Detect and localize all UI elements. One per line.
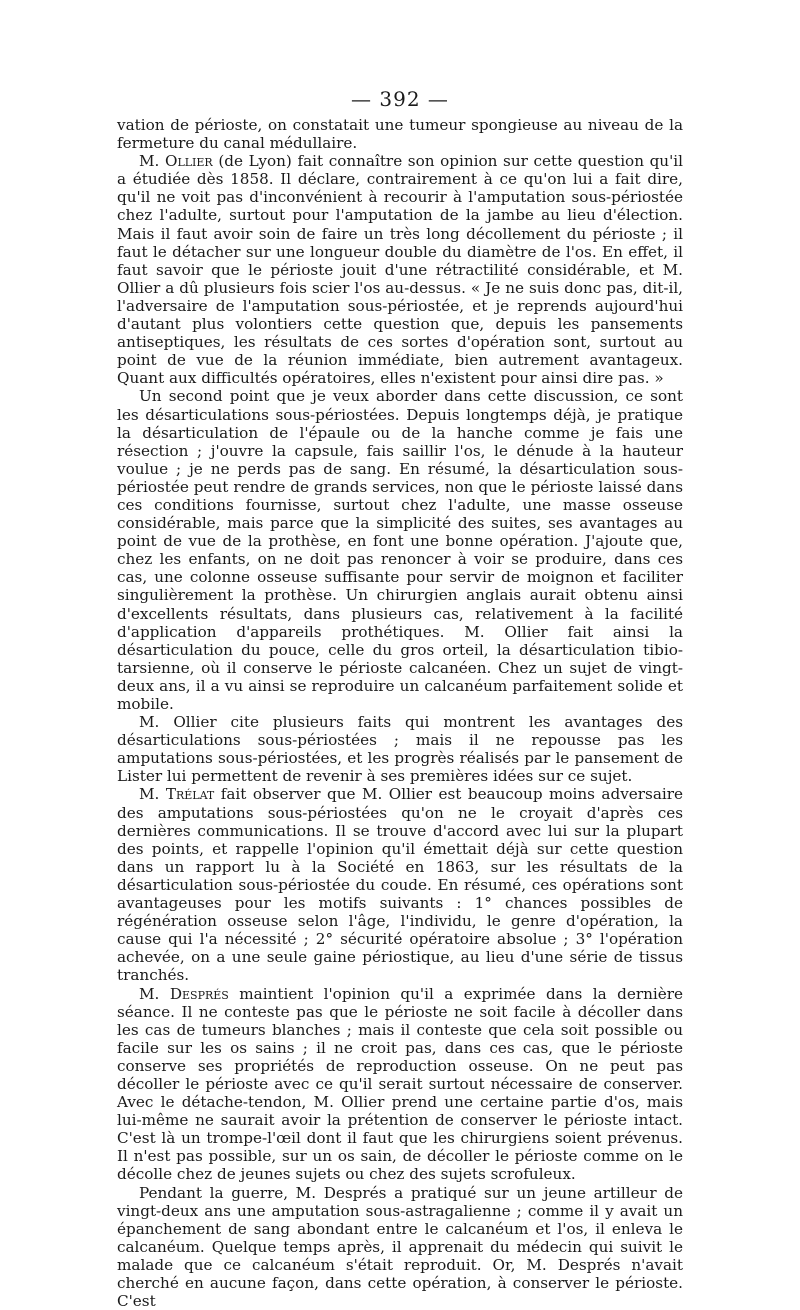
document-page [117,88,683,1310]
paragraph [117,1184,683,1310]
paragraph [117,713,683,785]
paragraph [117,387,683,713]
paragraph-text: M. [139,785,166,804]
body-text [117,116,683,1310]
paragraph-text: M. [139,984,170,1003]
paragraph [117,985,683,1184]
paragraph [117,152,683,387]
paragraph-text: Un second point que je veux aborder dans cette discussion, ce sont les désarticulations sous-périostées. Depuis longtemps déjà, je pratique la désarticulation de l'épaule ou de la hanche comme je fais une résection ; j'ouvre la capsule, fais saillir l'os, le dénude à la hauteur voulue ; je ne perds pas de sang. En résumé, la désarticulation sous-périostée peut rendre de grands services, non que le périoste laissé dans ces conditions fournisse, surtout chez l'adulte, une masse osseuse considérable, mais parce que la simplicité des suites, ses avantages au point de vue de la prothèse, en font une bonne opération. J'ajoute que, chez les enfants, on ne doit pas renoncer à voir se produire, dans ces cas, une colonne osseuse suffisante pour servir de moignon et faciliter singulièrement la prothèse. Un chirurgien anglais aurait obtenu ainsi d'excellents résultats, dans plusieurs cas, relativement à la facilité d'application d'appareils prothétiques. M. Ollier fait ainsi la désarticulation du pouce, celle du gros orteil, la désarticulation tibio-tarsienne, où il conserve le périoste calcanéen. Chez un sujet de vingt-deux ans, il a vu ainsi se reproduire un calcanéum parfaitement solide et mobile. [117,387,683,713]
paragraph-text: M. Ollier cite plusieurs faits qui montrent les avantages des désarticulations sous-périostées ; mais il ne repousse pas les amputations sous-périostées, et les progrès réalisés par le pansement de Lister lui permettent de revenir à ses premières idées sur ce sujet. [117,713,683,786]
speaker-name: Ollier [165,152,213,171]
paragraph [117,116,683,152]
paragraph-text: vation de périoste, on constatait une tumeur spongieuse au niveau de la fermeture du canal médullaire. [117,116,683,153]
paragraph-text: (de Lyon) fait connaître son opinion sur cette question qu'il a étudiée dès 1858. Il déclare, contrairement à ce qu'on lui a fait dire, qu'il ne voit pas d'inconvénient à recourir à l'amputation sous-périostée chez l'adulte, surtout pour l'amputation de la jambe au lieu d'élection. Mais il faut avoir soin de faire un très long décollement du périoste ; il faut le détacher sur une longueur double du diamètre de l'os. En effet, il faut savoir que le périoste jouit d'une rétractilité considérable, et M. Ollier a dû plusieurs fois scier l'os au-dessus. « Je ne suis donc pas, dit-il, l'adversaire de l'amputation sous-périostée, et je reprends aujourd'hui d'autant plus volontiers cette question que, depuis les pansements antiseptiques, les résultats de ces sortes d'opération sont, surtout au point de vue de la réunion immédiate, bien autrement avantageux. Quant aux difficultés opératoires, elles n'existent pour ainsi dire pas. » [117,152,683,388]
paragraph [117,785,683,984]
paragraph-text: M. [139,152,165,171]
paragraph-text: Pendant la guerre, M. Després a pratiqué sur un jeune artilleur de vingt-deux ans une amputation sous-astragalienne ; comme il y avait un épanchement de sang abondant entre le calcanéum et l'os, il enleva le calcanéum. Quelque temps après, il apprenait du médecin qui suivit le malade que ce calcanéum s'était reproduit. Or, M. Després n'avait cherché en aucune façon, dans cette opération, à conserver le périoste. C'est [117,1183,683,1310]
paragraph-text: fait observer que M. Ollier est beaucoup moins adversaire des amputations sous-périostées qu'on ne le croyait d'après ces dernières communications. Il se trouve d'accord avec lui sur la plupart des points, et rappelle l'opinion qu'il émettait déjà sur cette question dans un rapport lu à la Société en 1863, sur les résultats de la désarticulation sous-périostée du coude. En résumé, ces opérations sont avantageuses pour les motifs suivants : 1° chances possibles de régénération osseuse selon l'âge, l'individu, le genre d'opération, la cause qui l'a nécessité ; 2° sécurité opératoire absolue ; 3° l'opération achevée, on a une seule gaine périostique, au lieu d'une série de tissus tranchés. [117,785,683,985]
page-number: — 392 — [351,87,449,111]
speaker-name: Trélat [165,785,215,804]
paragraph-text: maintient l'opinion qu'il a exprimée dans la dernière séance. Il ne conteste pas que le périoste ne soit facile à décoller dans les cas de tumeurs blanches ; mais il conteste que cela soit possible ou facile sur les os sains ; il ne croit pas, dans ces cas, que le périoste conserve ses propriétés de reproduction osseuse. On ne peut pas décoller le périoste avec ce qu'il serait surtout nécessaire de conserver. Avec le détache-tendon, M. Ollier prend une certaine partie d'os, mais lui-même ne saurait avoir la prétention de conserver le périoste intact. C'est là un trompe-l'œil dont il faut que les chirurgiens soient prévenus. Il n'est pas possible, sur un os sain, de décoller le périoste comme on le décolle chez de jeunes sujets ou chez des sujets scrofuleux. [117,984,683,1184]
speaker-name: Després [169,984,229,1003]
